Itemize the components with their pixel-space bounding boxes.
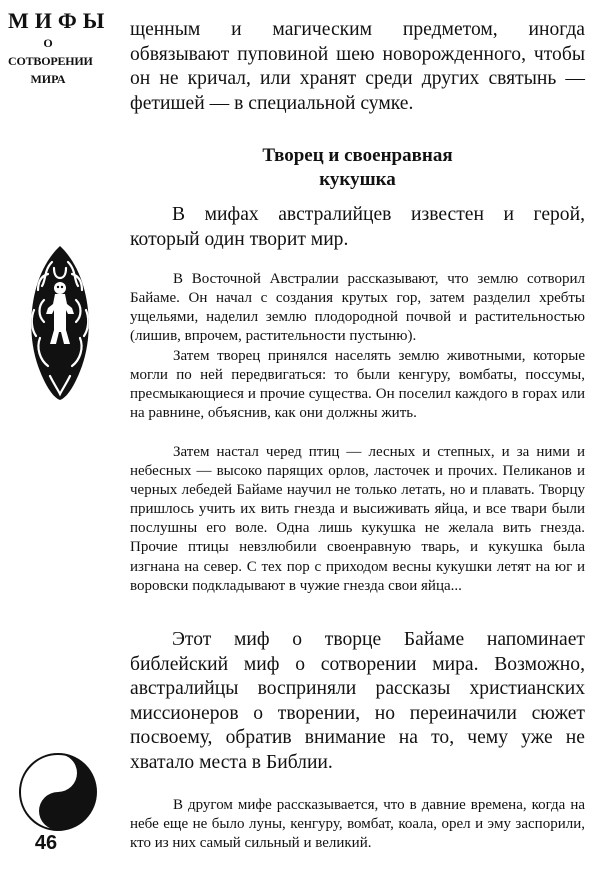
running-title-line-1: МИФЫ (8, 8, 111, 33)
myth-paragraph-2: Затем творец принялся населять землю животными, которые могли по ней передвигаться: то были кенгуру, вомбаты, поссумы, пресмыкающиеся и прочие существа. Он поселил каждого в горах или на равнине, объяснив, как они должны жить. (130, 348, 585, 422)
section-heading (130, 144, 585, 192)
section-heading-line-2: кукушка (319, 169, 396, 190)
running-title (8, 8, 111, 88)
next-myth-paragraph: В другом мифе рассказывается, что в давние времена, когда на небе еще не было луны, кенгуру, вомбат, коала, орел и эму заспорили, кто из них самый сильный и великий. (130, 797, 585, 852)
commentary-paragraph: Этот миф о творце Байаме напоминает библейский миф о сотворении мира. Возможно, австралийцы восприняли рассказы христианских миссионеров о творении, но переиначили сюжет посвоему, обратив внимание на то, чему уже не хватало места в Библии. (130, 629, 585, 773)
yin-yang-icon (17, 752, 99, 832)
running-title-line-2: О СОТВОРЕНИИ (8, 36, 93, 68)
myth-paragraph-1: В Восточной Австралии рассказывают, что землю сотворил Байаме. Он начал с создания крутых гор, затем разделил хребты ущельями, наделил землю плодородной почвой и растительностью (лишив, впрочем, растительности пустыню). (130, 271, 585, 345)
mythological-figure-icon (24, 244, 96, 402)
intro-paragraph: В мифах австралийцев известен и герой, который один творит мир. (130, 204, 585, 250)
running-title-line-3: МИРА (30, 72, 66, 86)
page-number: 46 (34, 832, 58, 854)
myth-paragraph-3: Затем настал черед птиц — лесных и степных, и за ними и небесных — высоко парящих орлов, ласточек и прочих. Пеликанов и черных лебедей Байаме научил не только летать, но и плавать. Творцу пришлось учить их вить гнезда и высиживать яйца, и все твари были послушны его воле. Одна лишь кукушка не желала вить гнезда. Прочие птицы невзлюбили своенравную тварь, и кукушка была изгнана на север. С тех пор с приходом весны кукушки летят на юг и воровски подкладывают в чужие гнезда свои яйца... (130, 444, 585, 594)
section-heading-line-1: Творец и своенравная (262, 145, 453, 166)
continued-paragraph: щенным и магическим предметом, иногда обвязывают пуповиной шею новорожденного, чтобы он не кричал, или хранят среди других святынь — фетишей — в специальной сумке. (130, 19, 585, 114)
page-margin (0, 0, 111, 872)
